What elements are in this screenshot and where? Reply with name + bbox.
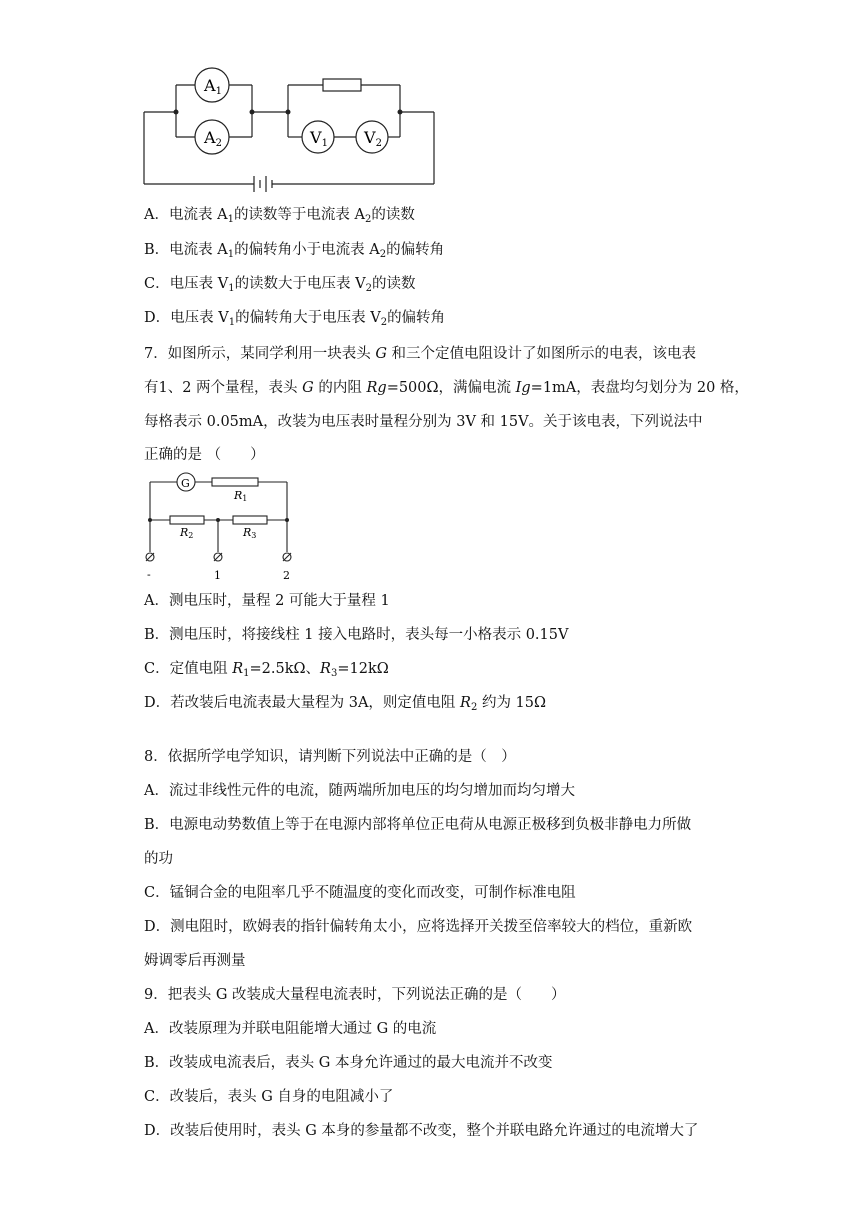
q7-stem-line-4: 正确的是 （ ） [144, 447, 265, 463]
r1-label: R1 [234, 489, 248, 503]
r3-label: R3 [243, 526, 257, 540]
voltmeter-v2-label: V2 [364, 128, 382, 149]
q7-stem-line-3: 每格表示 0.05mA，改装为电压表时量程分别为 3V 和 15V。关于该电表，下列说法中 [144, 414, 703, 430]
q9-option-b: B．改装成电流表后，表头 G 本身允许通过的最大电流并不改变 [144, 1055, 553, 1071]
q7-stem-line-1: 7．如图所示，某同学利用一块表头 G 和三个定值电阻设计了如图所示的电表，该电表 [144, 346, 697, 362]
q8-option-b-line-2: 的功 [144, 851, 173, 867]
terminal-minus-label: - [147, 568, 151, 581]
q8-option-a: A．流过非线性元件的电流，随两端所加电压的均匀增加而均匀增大 [144, 783, 575, 799]
galvanometer-label: G [181, 477, 190, 490]
q7-option-d: D．若改装后电流表最大量程为 3A，则定值电阻 $R_2$ 约为 15Ω [144, 695, 547, 713]
q8-option-c: C．锰铜合金的电阻率几乎不随温度的变化而改变，可制作标准电阻 [144, 885, 576, 901]
q6-option-d: D．电压表 $V_1$的偏转角大于电压表 $V_2$的偏转角 [144, 310, 446, 328]
q6-option-c: C．电压表 $V_1$的读数大于电压表 $V_2$的读数 [144, 276, 416, 294]
q7-option-b: B．测电压时，将接线柱 1 接入电路时，表头每一小格表示 0.15V [144, 627, 569, 643]
terminal-2-label: 2 [283, 569, 290, 582]
ammeter-a1-label: A1 [204, 76, 222, 97]
q7-option-c: C．定值电阻 $R_1=2.5k\Omega$、$R_3=12k\Omega$ [144, 661, 389, 679]
q8-option-b-line-1: B．电源电动势数值上等于在电源内部将单位正电荷从电源正极移到负极非静电力所做 [144, 817, 692, 833]
q9-option-d: D．改装后使用时，表头 G 本身的参量都不改变，整个并联电路允许通过的电流增大了 [144, 1123, 699, 1139]
q8-option-d-line-1: D．测电阻时，欧姆表的指针偏转角太小，应将选择开关拨至倍率较大的档位，重新欧 [144, 919, 693, 935]
r2-label: R2 [180, 526, 194, 540]
q6-option-b: B．电流表 $A_1$的偏转角小于电流表 $A_2$的偏转角 [144, 242, 445, 260]
q9-option-c: C．改装后，表头 G 自身的电阻减小了 [144, 1089, 394, 1105]
circuit-diagram-1 [0, 0, 860, 200]
q7-option-a: A．测电压时，量程 2 可能大于量程 1 [144, 593, 390, 609]
q9-stem: 9．把表头 G 改装成大量程电流表时，下列说法正确的是（ ） [144, 987, 566, 1003]
q8-stem: 8．依据所学电学知识，请判断下列说法中正确的是（ ） [144, 749, 516, 765]
q8-option-d-line-2: 姆调零后再测量 [144, 953, 246, 969]
terminal-1-label: 1 [214, 569, 221, 582]
voltmeter-v1-label: V1 [310, 128, 328, 149]
q6-option-a: A．电流表 $A_1$的读数等于电流表 $A_2$的读数 [144, 207, 415, 225]
q7-stem-line-2: 有1、2 两个量程，表头 G 的内阻 Rg=500Ω，满偏电流 Ig=1mA，表盘均匀划分为 20 格， [144, 380, 749, 396]
circuit-diagram-2 [0, 468, 860, 588]
ammeter-a2-label: A2 [204, 128, 222, 149]
q9-option-a: A．改装原理为并联电阻能增大通过 G 的电流 [144, 1021, 437, 1037]
